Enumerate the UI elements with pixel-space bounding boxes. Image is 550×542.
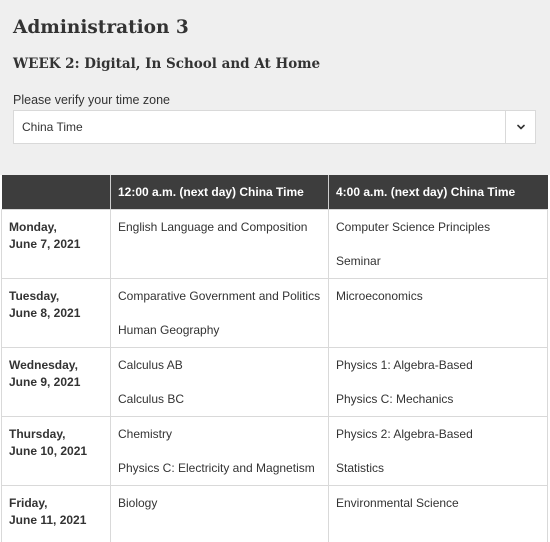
slot1-cell xyxy=(111,416,329,485)
slot2-cell xyxy=(329,485,548,542)
course-name: Physics 2: Algebra-Based xyxy=(336,426,473,441)
course-name: Computer Science Principles xyxy=(336,219,491,234)
page-title: Administration 3 xyxy=(13,17,189,38)
week-title: WEEK 2: Digital, In School and At Home xyxy=(13,56,321,72)
date-cell xyxy=(2,278,111,347)
exam-date: June 8, 2021 xyxy=(9,305,81,320)
date-cell xyxy=(2,416,111,485)
exam-day: Tuesday, xyxy=(9,288,60,303)
course-name: Comparative Government and Politics xyxy=(118,288,321,303)
timezone-value: China Time xyxy=(22,120,83,134)
slot1-cell xyxy=(111,209,329,278)
slot2-cell xyxy=(329,416,548,485)
exam-day: Wednesday, xyxy=(9,357,78,372)
date-cell xyxy=(2,209,111,278)
exam-day: Friday, xyxy=(9,495,48,510)
course-name: Environmental Science xyxy=(336,495,459,510)
dropdown-toggle[interactable] xyxy=(505,111,535,143)
exam-date: June 10, 2021 xyxy=(9,443,88,458)
table-header-row xyxy=(2,175,548,209)
course-name: English Language and Composition xyxy=(118,219,308,234)
slot1-cell xyxy=(111,347,329,416)
exam-date: June 9, 2021 xyxy=(9,374,81,389)
table-row xyxy=(2,485,548,542)
slot2-cell xyxy=(329,278,548,347)
slot1-cell xyxy=(111,485,329,542)
table-row xyxy=(2,416,548,485)
exam-day: Thursday, xyxy=(9,426,66,441)
course-name: Physics C: Mechanics xyxy=(336,391,454,406)
table-row xyxy=(2,278,548,347)
date-cell xyxy=(2,347,111,416)
timezone-label: Please verify your time zone xyxy=(13,93,171,107)
schedule-table xyxy=(1,175,548,542)
exam-date: June 11, 2021 xyxy=(9,512,87,527)
timezone-select[interactable] xyxy=(13,110,536,144)
course-name: Microeconomics xyxy=(336,288,423,303)
exam-date: June 7, 2021 xyxy=(9,236,81,251)
date-cell xyxy=(2,485,111,542)
chevron-down-icon xyxy=(516,122,526,132)
course-name: Biology xyxy=(118,495,158,510)
exam-day: Monday, xyxy=(9,219,57,234)
course-name: Calculus BC xyxy=(118,391,185,406)
course-name: Statistics xyxy=(336,460,385,475)
table-row xyxy=(2,347,548,416)
course-name: Chemistry xyxy=(118,426,173,441)
course-name: Physics 1: Algebra-Based xyxy=(336,357,473,372)
slot1-cell xyxy=(111,278,329,347)
schedule-body xyxy=(2,209,548,542)
course-name: Physics C: Electricity and Magnetism xyxy=(118,460,315,475)
slot2-cell xyxy=(329,209,548,278)
course-name: Human Geography xyxy=(118,322,220,337)
table-row xyxy=(2,209,548,278)
course-name: Calculus AB xyxy=(118,357,183,372)
column-header-slot1: 12:00 a.m. (next day) China Time xyxy=(111,175,329,209)
course-name: Seminar xyxy=(336,253,381,268)
slot2-cell xyxy=(329,347,548,416)
header-panel xyxy=(0,0,550,175)
column-header-slot2: 4:00 a.m. (next day) China Time xyxy=(329,175,548,209)
column-header-date xyxy=(2,175,111,209)
